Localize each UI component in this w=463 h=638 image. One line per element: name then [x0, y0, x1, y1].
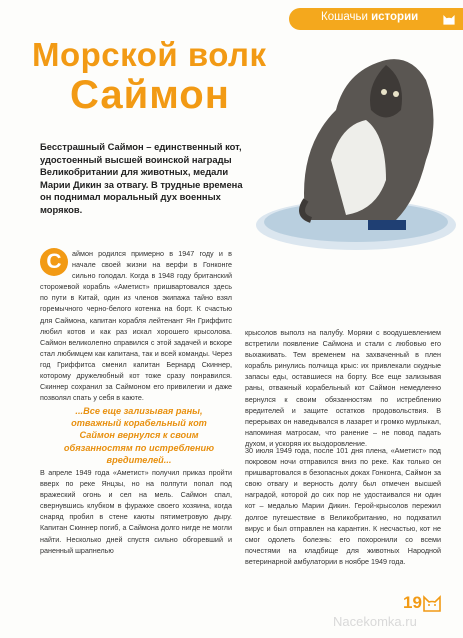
column-1-text: аймон родился примерно в 1947 году и в начале своей жизни на верфи в Гонконге сильно голодал. Когда в 1948 году британский сторожевой корабль «Аметист» пришвартовался здесь по пути в Китай, один из членов экипажа тайно взял горемычного черно-белого котенка на борт. К счастью для Саймона, капитан корабля лейтенант Ян Гриффитс любил котов и как раз искал хорошего крысолова. Саймон великолепно справился с этой задачей и вскоре стал любимцем как капитана, так и всей команды. Через год Гриффитса сменил капитан Бернард Скиннер, которому дружелюбный кот тоже сразу понравился. Скиннер сохранил за Саймоном его привилегии и даже позволял спать у себя в каюте. — [40, 249, 232, 403]
column-1-bottom: В апреле 1949 года «Аметист» получил приказ пройти вверх по реке Янцзы, но на полпути попал под вражеский огонь и сел на мель. Саймон спал, свернувшись клубком в фуражке своего хозяина, когда снаряд пробил в стене каюты пятиметровую дыру. Капитан Скиннер погиб, а Саймона долго нигде не могли найти. Несколько дней спустя сильно обгоревший и раненный шрапнелью — [40, 468, 232, 555]
ship-cat-photo — [236, 40, 461, 265]
cat-head-icon — [422, 593, 442, 613]
title-line1: Морской волк — [32, 36, 267, 73]
lead-paragraph: Бесстрашный Саймон – единственный кот, удостоенный высшей воинской награды Великобритании для животных, медали Марии Дикин за отвагу. В трудные времена он поднимал моральный дух военных моряков. — [40, 141, 243, 215]
column-2: крысолов выполз на палубу. Моряки с воодушевлением встретили появление Саймона и стали с любовью его выхаживать. Тем временем на захваченный в плен корабль ринулись полчища крыс: их привлекали скудные запасы еды, оставшиеся на борту. Все еще зализывая раны, отважный корабельный кот Саймон немедленно вернулся к своим обязанностям по истреблению вредителей и защите остатков продовольствия. В перерывах он наведывался в лазарет и громко мурлыкал, напоминая матросам, что ранение – не повод падать духом, и ускоряя их выздоровление. — [245, 328, 441, 448]
column-2-bottom: 30 июля 1949 года, после 101 дня плена, «Аметист» под покровом ночи отправился вниз по реке. Как только он пришвартовался в безопасных доках Гонконга, Саймон за свою отвагу и верность долгу был отмечен высшей наградой, которой до сих пор не удостаивался ни один кот – медалью Марии Дикин. Герой-крысолов пережил долгое путешествие в Великобританию, но подхватил вирус и был отправлен на карантин. К несчастью, кот не смог одолеть болезнь: его похоронили со всеми почестями на кладбище для животных Народной ветеринарной амбулатории в ноябре 1949 года. — [245, 446, 441, 566]
dropcap: С — [40, 248, 68, 276]
cat-head-icon — [441, 11, 457, 27]
column-1 — [40, 248, 232, 403]
title-line2: Саймон — [70, 73, 230, 117]
page-number: 19 — [403, 593, 422, 612]
section-header — [289, 8, 463, 30]
watermark: Nacekomka.ru — [333, 614, 417, 629]
section-title: Кошачьи истории — [321, 11, 419, 23]
pull-quote: ...Все еще зализывая раны, отважный корабельный кот Саймон вернулся к своим обязанностям по истреблению вредителей... — [63, 406, 215, 465]
